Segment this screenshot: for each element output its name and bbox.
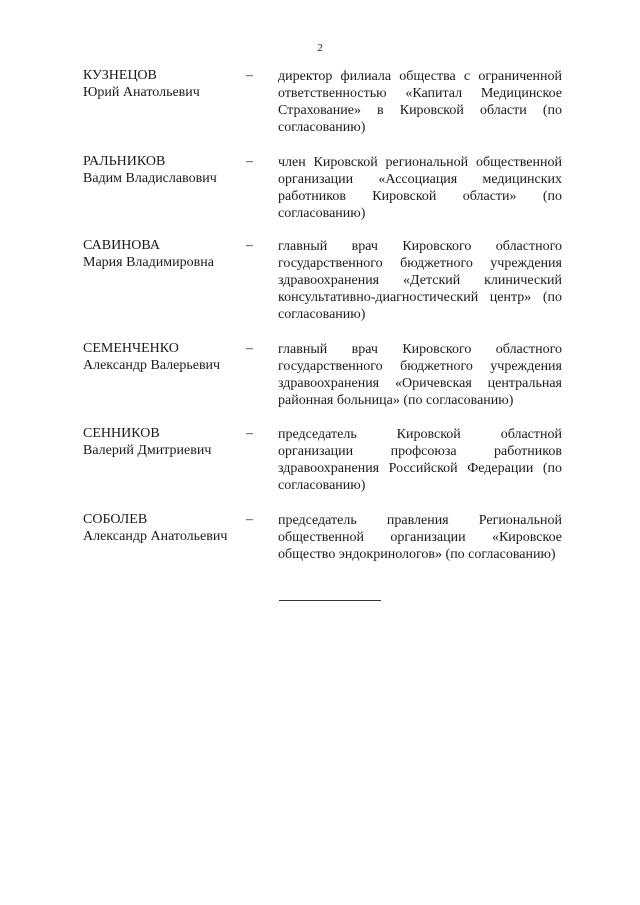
member-dash: – xyxy=(246,341,253,356)
member-given-names: Мария Владимировна xyxy=(83,255,214,270)
member-surname: САВИНОВА xyxy=(83,238,160,253)
member-surname: СОБОЛЕВ xyxy=(83,512,148,527)
page-number: 2 xyxy=(317,42,323,54)
member-role: член Кировской региональной общественной организации «Ассоциация медицинских работников Кировской области» (по согласованию) xyxy=(278,155,562,221)
member-given-names: Юрий Анатольевич xyxy=(83,85,200,100)
member-dash: – xyxy=(246,154,253,169)
end-of-list-rule xyxy=(279,600,381,601)
member-dash: – xyxy=(246,68,253,83)
member-surname: КУЗНЕЦОВ xyxy=(83,68,157,83)
member-role: председатель Кировской областной организации профсоюза работников здравоохранения Российской Федерации (по согласованию) xyxy=(278,427,562,493)
member-role: главный врач Кировского областного государственного бюджетного учреждения здравоохранения «Детский клинический консультативно-диагностический центр» (по согласованию) xyxy=(278,239,562,322)
member-role: главный врач Кировского областного государственного бюджетного учреждения здравоохранения «Оричевская центральная районная больница» (по согласованию) xyxy=(278,342,562,408)
member-surname: СЕННИКОВ xyxy=(83,426,160,441)
member-surname: СЕМЕНЧЕНКО xyxy=(83,341,179,356)
member-dash: – xyxy=(246,426,253,441)
member-given-names: Валерий Дмитриевич xyxy=(83,443,212,458)
member-given-names: Вадим Владиславович xyxy=(83,171,217,186)
member-given-names: Александр Анатольевич xyxy=(83,529,228,544)
member-role: директор филиала общества с ограниченной ответственностью «Капитал Медицинское Страхование» в Кировской области (по согласованию) xyxy=(278,69,562,135)
member-dash: – xyxy=(246,238,253,253)
member-role: председатель правления Региональной общественной организации «Кировское общество эндокринологов» (по согласованию) xyxy=(278,513,562,562)
member-surname: РАЛЬНИКОВ xyxy=(83,154,166,169)
member-dash: – xyxy=(246,512,253,527)
member-given-names: Александр Валерьевич xyxy=(83,358,221,373)
